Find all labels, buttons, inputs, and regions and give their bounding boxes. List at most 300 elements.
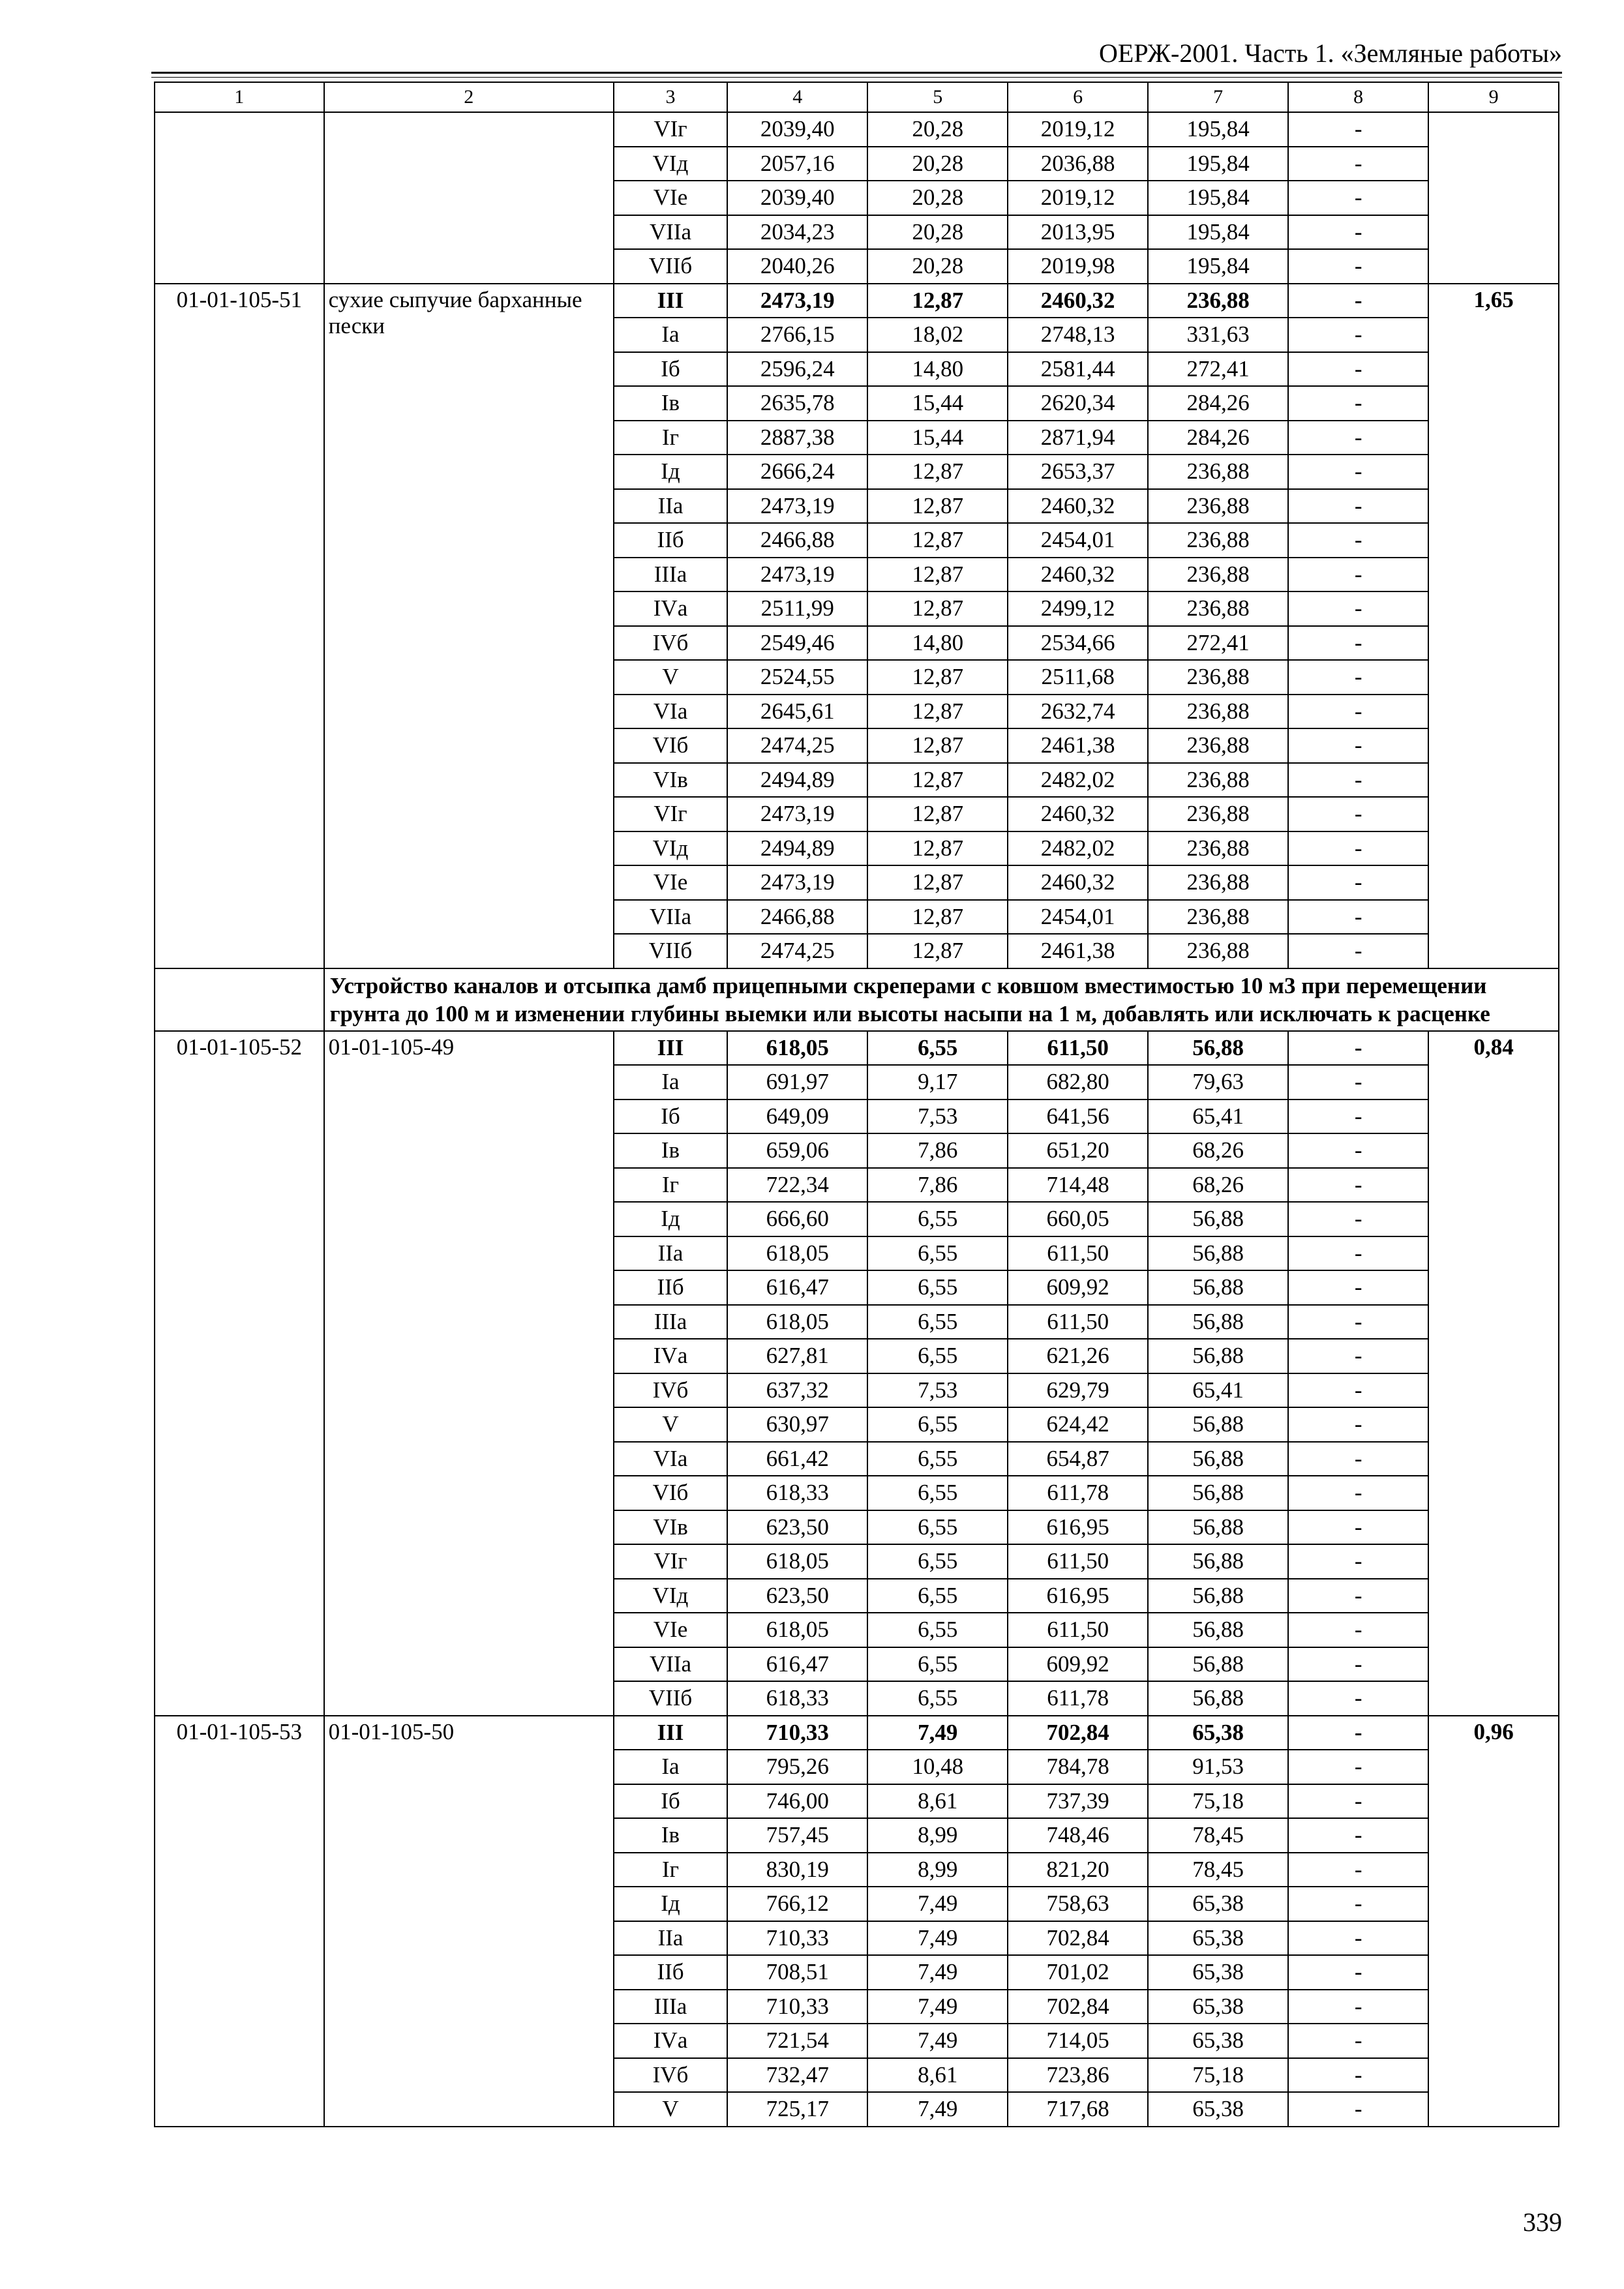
wages: 9,17 [867,1065,1008,1100]
wages: 12,87 [867,558,1008,592]
soil-group: III [614,1031,727,1066]
total-cost: 746,00 [727,1784,867,1819]
machine-cost: 611,78 [1008,1681,1148,1716]
wages: 12,87 [867,660,1008,695]
machinist-wages: 65,41 [1148,1373,1288,1408]
machine-cost: 702,84 [1008,1990,1148,2024]
machinist-wages: 65,38 [1148,1990,1288,2024]
machinist-wages: 56,88 [1148,1510,1288,1545]
machinist-wages: 56,88 [1148,1544,1288,1579]
machinist-wages: 236,88 [1148,489,1288,524]
wages: 6,55 [867,1407,1008,1442]
soil-group: IIб [614,1270,727,1305]
machinist-wages: 236,88 [1148,728,1288,763]
soil-group: VIг [614,112,727,147]
materials: - [1288,1681,1428,1716]
machine-cost: 702,84 [1008,1921,1148,1956]
machinist-wages: 236,88 [1148,797,1288,831]
soil-group: IVб [614,626,727,661]
wages: 12,87 [867,831,1008,866]
rate-code [155,112,324,284]
wages: 8,99 [867,1853,1008,1887]
total-cost: 2466,88 [727,900,867,935]
machinist-wages: 236,88 [1148,695,1288,729]
rate-description: 01-01-105-50 [324,1716,614,2127]
column-number: 1 [155,82,324,112]
total-cost: 722,34 [727,1168,867,1203]
machine-cost: 2653,37 [1008,455,1148,489]
labor-coefficient: 0,96 [1428,1716,1559,2127]
machinist-wages: 79,63 [1148,1065,1288,1100]
materials: - [1288,865,1428,900]
total-cost: 710,33 [727,1921,867,1956]
machine-cost: 2013,95 [1008,215,1148,250]
labor-coefficient [1428,112,1559,284]
materials: - [1288,1955,1428,1990]
machinist-wages: 65,38 [1148,1955,1288,1990]
soil-group: IVа [614,591,727,626]
materials: - [1288,352,1428,387]
column-number: 3 [614,82,727,112]
machinist-wages: 68,26 [1148,1168,1288,1203]
machinist-wages: 56,88 [1148,1236,1288,1271]
machinist-wages: 65,38 [1148,1887,1288,1921]
total-cost: 630,97 [727,1407,867,1442]
machine-cost: 641,56 [1008,1100,1148,1134]
machine-cost: 717,68 [1008,2092,1148,2127]
wages: 8,61 [867,1784,1008,1819]
materials: - [1288,1579,1428,1613]
wages: 7,53 [867,1373,1008,1408]
total-cost: 623,50 [727,1510,867,1545]
wages: 12,87 [867,728,1008,763]
machine-cost: 2019,12 [1008,112,1148,147]
soil-group: Iв [614,386,727,421]
machine-cost: 737,39 [1008,1784,1148,1819]
machinist-wages: 78,45 [1148,1818,1288,1853]
materials: - [1288,1202,1428,1236]
total-cost: 2039,40 [727,181,867,215]
total-cost: 618,33 [727,1681,867,1716]
wages: 7,49 [867,1990,1008,2024]
machinist-wages: 236,88 [1148,900,1288,935]
machine-cost: 784,78 [1008,1750,1148,1784]
materials: - [1288,1887,1428,1921]
soil-group: VIг [614,1544,727,1579]
wages: 7,86 [867,1133,1008,1168]
machine-cost: 2632,74 [1008,695,1148,729]
total-cost: 2473,19 [727,284,867,318]
soil-group: Iа [614,1065,727,1100]
machinist-wages: 56,88 [1148,1647,1288,1682]
wages: 14,80 [867,626,1008,661]
materials: - [1288,1373,1428,1408]
machine-cost: 2036,88 [1008,147,1148,181]
machinist-wages: 272,41 [1148,626,1288,661]
machine-cost: 2019,12 [1008,181,1148,215]
materials: - [1288,1236,1428,1271]
materials: - [1288,1442,1428,1476]
column-number: 4 [727,82,867,112]
materials: - [1288,284,1428,318]
machinist-wages: 56,88 [1148,1613,1288,1647]
machinist-wages: 236,88 [1148,831,1288,866]
machine-cost: 748,46 [1008,1818,1148,1853]
wages: 7,49 [867,1716,1008,1750]
soil-group: VIд [614,831,727,866]
machine-cost: 611,78 [1008,1476,1148,1510]
wages: 15,44 [867,421,1008,455]
wages: 20,28 [867,249,1008,284]
materials: - [1288,215,1428,250]
machine-cost: 2460,32 [1008,489,1148,524]
soil-group: VIг [614,797,727,831]
total-cost: 618,05 [727,1031,867,1066]
soil-group: IIIа [614,1990,727,2024]
total-cost: 2474,25 [727,934,867,968]
materials: - [1288,695,1428,729]
wages: 12,87 [867,489,1008,524]
column-number: 6 [1008,82,1148,112]
materials: - [1288,1168,1428,1203]
total-cost: 661,42 [727,1442,867,1476]
header-rule-thin [151,77,1562,78]
machine-cost: 702,84 [1008,1716,1148,1750]
wages: 12,87 [867,455,1008,489]
materials: - [1288,591,1428,626]
machine-cost: 2499,12 [1008,591,1148,626]
wages: 6,55 [867,1442,1008,1476]
labor-coefficient: 0,84 [1428,1031,1559,1716]
total-cost: 2887,38 [727,421,867,455]
materials: - [1288,728,1428,763]
materials: - [1288,1305,1428,1339]
soil-group: IIIа [614,558,727,592]
total-cost: 732,47 [727,2058,867,2093]
wages: 12,87 [867,695,1008,729]
wages: 6,55 [867,1305,1008,1339]
machinist-wages: 195,84 [1148,249,1288,284]
wages: 7,86 [867,1168,1008,1203]
soil-group: V [614,2092,727,2127]
column-number: 2 [324,82,614,112]
wages: 6,55 [867,1579,1008,1613]
soil-group: VIв [614,1510,727,1545]
machine-cost: 2461,38 [1008,728,1148,763]
column-number: 9 [1428,82,1559,112]
materials: - [1288,1784,1428,1819]
materials: - [1288,1031,1428,1066]
soil-group: VIб [614,1476,727,1510]
machinist-wages: 236,88 [1148,523,1288,558]
soil-group: VIд [614,1579,727,1613]
wages: 6,55 [867,1339,1008,1373]
total-cost: 795,26 [727,1750,867,1784]
wages: 12,87 [867,797,1008,831]
soil-group: Iд [614,1202,727,1236]
machine-cost: 701,02 [1008,1955,1148,1990]
soil-group: V [614,660,727,695]
wages: 12,87 [867,934,1008,968]
total-cost: 2549,46 [727,626,867,661]
machine-cost: 660,05 [1008,1202,1148,1236]
machinist-wages: 236,88 [1148,763,1288,798]
machinist-wages: 65,38 [1148,1716,1288,1750]
machine-cost: 616,95 [1008,1579,1148,1613]
materials: - [1288,2092,1428,2127]
wages: 18,02 [867,318,1008,352]
soil-group: III [614,1716,727,1750]
total-cost: 618,33 [727,1476,867,1510]
machinist-wages: 65,41 [1148,1100,1288,1134]
machinist-wages: 236,88 [1148,284,1288,318]
materials: - [1288,558,1428,592]
wages: 6,55 [867,1202,1008,1236]
soil-group: IVа [614,2024,727,2058]
wages: 6,55 [867,1270,1008,1305]
machinist-wages: 236,88 [1148,558,1288,592]
materials: - [1288,112,1428,147]
machinist-wages: 56,88 [1148,1202,1288,1236]
wages: 6,55 [867,1031,1008,1066]
machinist-wages: 56,88 [1148,1270,1288,1305]
machinist-wages: 195,84 [1148,147,1288,181]
total-cost: 691,97 [727,1065,867,1100]
wages: 6,55 [867,1476,1008,1510]
page-number: 339 [1523,2207,1562,2237]
materials: - [1288,386,1428,421]
machinist-wages: 331,63 [1148,318,1288,352]
price-table [154,82,1559,2127]
soil-group: IIа [614,1921,727,1956]
table-row [155,1716,1559,1750]
machine-cost: 2534,66 [1008,626,1148,661]
machine-cost: 2454,01 [1008,900,1148,935]
total-cost: 766,12 [727,1887,867,1921]
machine-cost: 2461,38 [1008,934,1148,968]
total-cost: 2524,55 [727,660,867,695]
soil-group: IIб [614,1955,727,1990]
rate-description: сухие сыпучие барханные пески [324,284,614,968]
machine-cost: 682,80 [1008,1065,1148,1100]
machine-cost: 611,50 [1008,1613,1148,1647]
materials: - [1288,1476,1428,1510]
machine-cost: 621,26 [1008,1339,1148,1373]
total-cost: 2040,26 [727,249,867,284]
machine-cost: 651,20 [1008,1133,1148,1168]
soil-group: Iб [614,1100,727,1134]
materials: - [1288,1339,1428,1373]
materials: - [1288,318,1428,352]
soil-group: VIе [614,865,727,900]
column-number: 5 [867,82,1008,112]
soil-group: III [614,284,727,318]
total-cost: 618,05 [727,1305,867,1339]
soil-group: IVа [614,1339,727,1373]
total-cost: 2494,89 [727,831,867,866]
materials: - [1288,523,1428,558]
note-empty-cell [155,968,324,1031]
soil-group: Iд [614,455,727,489]
soil-group: VIе [614,181,727,215]
machinist-wages: 195,84 [1148,181,1288,215]
soil-group: IVб [614,1373,727,1408]
total-cost: 2474,25 [727,728,867,763]
soil-group: Iг [614,1853,727,1887]
wages: 6,55 [867,1510,1008,1545]
soil-group: VIб [614,728,727,763]
machine-cost: 624,42 [1008,1407,1148,1442]
machinist-wages: 195,84 [1148,215,1288,250]
machine-cost: 2460,32 [1008,284,1148,318]
soil-group: Iг [614,1168,727,1203]
wages: 7,49 [867,1887,1008,1921]
header-rule-thick [151,72,1562,74]
soil-group: Iд [614,1887,727,1921]
total-cost: 2766,15 [727,318,867,352]
total-cost: 710,33 [727,1716,867,1750]
machinist-wages: 65,38 [1148,2024,1288,2058]
total-cost: 623,50 [727,1579,867,1613]
total-cost: 2034,23 [727,215,867,250]
materials: - [1288,181,1428,215]
table-row [155,1031,1559,1066]
total-cost: 2473,19 [727,797,867,831]
machine-cost: 714,48 [1008,1168,1148,1203]
soil-group: IIа [614,489,727,524]
soil-group: IIа [614,1236,727,1271]
machinist-wages: 236,88 [1148,934,1288,968]
materials: - [1288,1407,1428,1442]
materials: - [1288,489,1428,524]
machine-cost: 616,95 [1008,1510,1148,1545]
materials: - [1288,1510,1428,1545]
materials: - [1288,1544,1428,1579]
soil-group: VIIб [614,249,727,284]
machinist-wages: 78,45 [1148,1853,1288,1887]
labor-coefficient: 1,65 [1428,284,1559,968]
wages: 7,49 [867,2024,1008,2058]
total-cost: 649,09 [727,1100,867,1134]
machine-cost: 2482,02 [1008,763,1148,798]
wages: 20,28 [867,181,1008,215]
total-cost: 618,05 [727,1544,867,1579]
machinist-wages: 56,88 [1148,1442,1288,1476]
machine-cost: 821,20 [1008,1853,1148,1887]
soil-group: IIб [614,523,727,558]
total-cost: 618,05 [727,1236,867,1271]
machine-cost: 2482,02 [1008,831,1148,866]
total-cost: 2635,78 [727,386,867,421]
machinist-wages: 68,26 [1148,1133,1288,1168]
total-cost: 616,47 [727,1270,867,1305]
total-cost: 2511,99 [727,591,867,626]
materials: - [1288,1750,1428,1784]
soil-group: Iв [614,1133,727,1168]
soil-group: Iб [614,1784,727,1819]
soil-group: VIIб [614,1681,727,1716]
wages: 7,49 [867,1955,1008,1990]
materials: - [1288,1921,1428,1956]
rate-description [324,112,614,284]
wages: 20,28 [867,147,1008,181]
total-cost: 2494,89 [727,763,867,798]
soil-group: VIIа [614,215,727,250]
materials: - [1288,1818,1428,1853]
wages: 20,28 [867,215,1008,250]
materials: - [1288,455,1428,489]
machine-cost: 2460,32 [1008,558,1148,592]
materials: - [1288,1647,1428,1682]
wages: 12,87 [867,865,1008,900]
total-cost: 757,45 [727,1818,867,1853]
machinist-wages: 236,88 [1148,455,1288,489]
total-cost: 659,06 [727,1133,867,1168]
machine-cost: 714,05 [1008,2024,1148,2058]
total-cost: 618,05 [727,1613,867,1647]
rate-code: 01-01-105-53 [155,1716,324,2127]
total-cost: 627,81 [727,1339,867,1373]
machine-cost: 609,92 [1008,1647,1148,1682]
soil-group: Iа [614,318,727,352]
machine-cost: 723,86 [1008,2058,1148,2093]
soil-group: Iг [614,421,727,455]
total-cost: 2596,24 [727,352,867,387]
machine-cost: 2511,68 [1008,660,1148,695]
wages: 6,55 [867,1544,1008,1579]
soil-group: V [614,1407,727,1442]
soil-group: IIIа [614,1305,727,1339]
materials: - [1288,2024,1428,2058]
soil-group: VIд [614,147,727,181]
total-cost: 2473,19 [727,489,867,524]
materials: - [1288,660,1428,695]
machine-cost: 609,92 [1008,1270,1148,1305]
wages: 7,49 [867,1921,1008,1956]
machinist-wages: 272,41 [1148,352,1288,387]
soil-group: VIа [614,1442,727,1476]
machinist-wages: 236,88 [1148,591,1288,626]
wages: 12,87 [867,591,1008,626]
materials: - [1288,2058,1428,2093]
materials: - [1288,626,1428,661]
materials: - [1288,249,1428,284]
soil-group: VIе [614,1613,727,1647]
soil-group: VIIб [614,934,727,968]
wages: 6,55 [867,1236,1008,1271]
wages: 6,55 [867,1681,1008,1716]
wages: 7,53 [867,1100,1008,1134]
machine-cost: 2581,44 [1008,352,1148,387]
machinist-wages: 91,53 [1148,1750,1288,1784]
materials: - [1288,421,1428,455]
section-note-row [155,968,1559,1031]
column-numbers-row [155,82,1559,112]
soil-group: VIа [614,695,727,729]
total-cost: 2473,19 [727,865,867,900]
wages: 20,28 [867,112,1008,147]
total-cost: 830,19 [727,1853,867,1887]
total-cost: 725,17 [727,2092,867,2127]
machinist-wages: 284,26 [1148,421,1288,455]
soil-group: VIв [614,763,727,798]
machinist-wages: 75,18 [1148,2058,1288,2093]
wages: 8,99 [867,1818,1008,1853]
total-cost: 637,32 [727,1373,867,1408]
machinist-wages: 56,88 [1148,1681,1288,1716]
rate-code: 01-01-105-51 [155,284,324,968]
wages: 12,87 [867,763,1008,798]
